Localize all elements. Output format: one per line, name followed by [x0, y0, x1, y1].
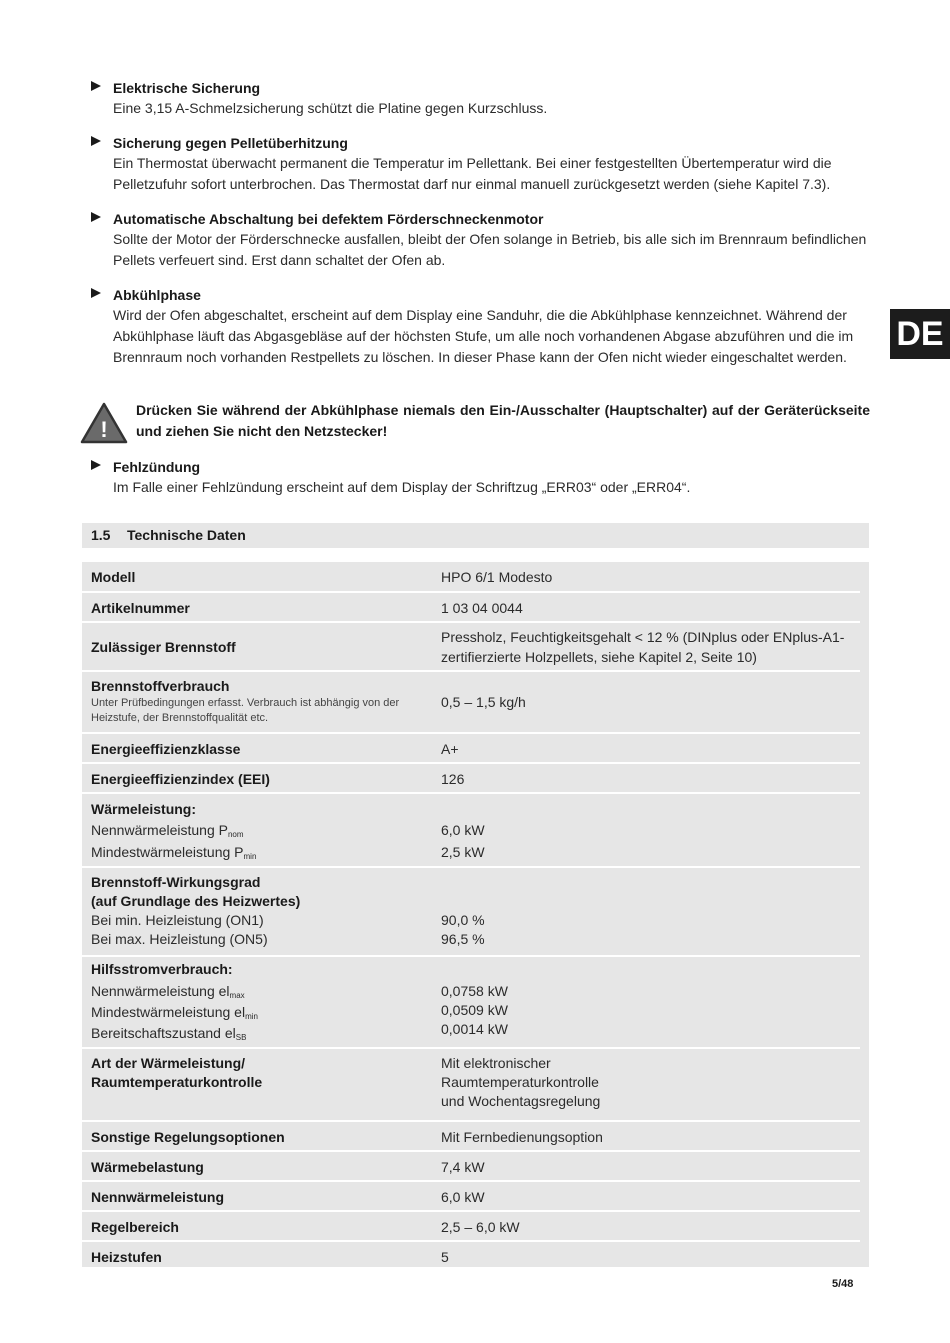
row-label: Zulässiger Brennstoff	[91, 639, 236, 655]
row-value: 1 03 04 0044	[441, 600, 523, 616]
row-label: Energieeffizienzindex (EEI)	[91, 771, 270, 787]
row-value: HPO 6/1 Modesto	[441, 569, 553, 585]
row-sublabel: Bei max. Heizleistung (ON5)	[91, 931, 268, 947]
row-value: Mit Fernbedienungsoption	[441, 1129, 603, 1145]
row-value: 6,0 kW	[441, 1189, 485, 1205]
table-row	[82, 1212, 860, 1242]
row-sublabel: Nennwärmeleistung $P_{nom}$	[91, 822, 244, 839]
bullet-title: Automatische Abschaltung bei defektem Förderschneckenmotor	[113, 211, 544, 227]
row-label: Raumtemperaturkontrolle	[91, 1074, 263, 1090]
row-value: 0,0014 kW	[441, 1021, 508, 1037]
row-label: Heizstufen	[91, 1249, 162, 1265]
row-label: Wärmebelastung	[91, 1159, 204, 1175]
table-row	[82, 1152, 860, 1182]
row-value: 0,0509 kW	[441, 1002, 508, 1018]
row-label: Wärmeleistung:	[91, 801, 197, 817]
section-number: 1.5	[91, 527, 111, 543]
row-label: Regelbereich	[91, 1219, 179, 1235]
bullet-abkuehlphase	[91, 285, 871, 368]
section-title: Technische Daten	[127, 527, 246, 543]
bullet-title: Abkühlphase	[113, 287, 201, 303]
bullet-title: Sicherung gegen Pelletüberhitzung	[113, 135, 348, 151]
table-row	[82, 1242, 860, 1267]
bullet-title: Elektrische Sicherung	[113, 80, 261, 96]
bullet-arrow-icon	[91, 212, 101, 222]
warning-text: Drücken Sie während der Abkühlphase niemals den Ein-/Ausschalter (Hauptschalter) auf der Geräterückseite und ziehen Sie nicht den Netzstecker!	[136, 402, 870, 439]
row-sublabel: Mindestwärmeleistung $P_{min}$	[91, 844, 257, 861]
row-label: Hilfsstromverbrauch:	[91, 961, 233, 977]
table-row	[82, 794, 860, 868]
table-row	[82, 623, 860, 672]
table-row	[82, 593, 860, 623]
row-value: 6,0 kW	[441, 822, 485, 838]
bullet-arrow-icon	[91, 81, 101, 91]
row-label: Artikelnummer	[91, 600, 190, 616]
bullet-abschaltung	[91, 209, 871, 271]
row-label: Brennstoff-Wirkungsgrad	[91, 874, 261, 890]
row-value: Raumtemperaturkontrolle	[441, 1074, 599, 1090]
bullet-title: Fehlzündung	[113, 459, 201, 475]
table-row	[82, 764, 860, 794]
row-value: Pressholz, Feuchtigkeitsgehalt < 12 % (DINplus oder ENplus-A1-zertifierzierte Holzpellets, siehe Kapitel 2, Seite 10)	[441, 629, 845, 665]
language-badge: DE	[890, 309, 950, 359]
row-value: A+	[441, 741, 459, 757]
row-value: 7,4 kW	[441, 1159, 485, 1175]
row-label: (auf Grundlage des Heizwertes)	[91, 893, 301, 909]
row-value: 126	[441, 771, 465, 787]
row-value: 0,5 – 1,5 kg/h	[441, 694, 526, 710]
bullet-arrow-icon	[91, 136, 101, 146]
bullet-text: Im Falle einer Fehlzündung erscheint auf dem Display der Schriftzug „ERR03“ oder „ERR04“.	[113, 479, 691, 495]
bullet-fehlzuendung	[91, 457, 871, 498]
row-value: 2,5 kW	[441, 844, 485, 860]
row-value: und Wochentagsregelung	[441, 1093, 601, 1109]
row-label: Brennstoffverbrauch	[91, 678, 230, 694]
row-label: Modell	[91, 569, 136, 585]
table-row	[82, 1049, 860, 1122]
technical-data-table	[82, 562, 869, 1267]
warning-mark: !	[100, 417, 108, 442]
bullet-text: Ein Thermostat überwacht permanent die Temperatur im Pellettank. Bei einer festgestellten Übertemperatur wird die Pelletzufuhr sofort unterbrochen. Das Thermostat darf nur einmal manuell zurückgesetzt werden (siehe Kapitel 7.3).	[113, 155, 832, 192]
table-row	[82, 562, 860, 593]
page-number: 5/48	[832, 1278, 854, 1290]
row-label: Sonstige Regelungsoptionen	[91, 1129, 285, 1145]
table-row	[82, 1122, 860, 1152]
table-row	[82, 1182, 860, 1212]
row-note: Unter Prüfbedingungen erfasst. Verbrauch ist abhängig von der Heizstufe, der Brennstoffqualität etc.	[91, 697, 400, 724]
row-label: Art der Wärmeleistung/	[91, 1055, 246, 1071]
bullet-text: Wird der Ofen abgeschaltet, erscheint auf dem Display eine Sanduhr, die die Abkühlphase kennzeichnet. Während der Abkühlphase läuft das Abgasgebläse auf der höchsten Stufe, um alle noch vorhandenen Abgase abzuführen und die im Brennraum noch vorhanden Restpellets zu löschen. In dieser Phase kann der Ofen nicht wieder eingeschaltet werden.	[113, 307, 854, 365]
row-label: Nennwärmeleistung	[91, 1189, 225, 1205]
section-heading	[82, 523, 869, 548]
bullet-pelletueberhitzung	[91, 133, 871, 195]
row-value: 0,0758 kW	[441, 983, 508, 999]
bullet-text: Sollte der Motor der Förderschnecke ausfallen, bleibt der Ofen solange in Betrieb, bis alle sich im Brennraum befindlichen Pellets verfeuert sind. Erst dann schaltet der Ofen ab.	[113, 231, 867, 268]
bullet-elektrische-sicherung	[91, 78, 871, 119]
row-value: 90,0 %	[441, 912, 485, 928]
row-sublabel: Mindestwärmeleistung $el_{min}$	[91, 1004, 258, 1021]
row-label: Energieeffizienzklasse	[91, 741, 241, 757]
row-value: 96,5 %	[441, 931, 485, 947]
warning-note	[80, 400, 870, 441]
row-value: 2,5 – 6,0 kW	[441, 1219, 520, 1235]
row-sublabel: Bereitschaftszustand $el_{SB}$	[91, 1025, 247, 1042]
table-row	[82, 868, 860, 957]
row-value: 5	[441, 1249, 449, 1265]
row-value: Mit elektronischer	[441, 1055, 551, 1071]
row-sublabel: Nennwärmeleistung $el_{max}$	[91, 983, 245, 1000]
bullet-text: Eine 3,15 A-Schmelzsicherung schützt die Platine gegen Kurzschluss.	[113, 100, 548, 116]
table-row	[82, 734, 860, 764]
bullet-arrow-icon	[91, 288, 101, 298]
table-row	[82, 957, 860, 1049]
warning-triangle-icon	[80, 402, 128, 444]
bullet-arrow-icon	[91, 460, 101, 470]
row-sublabel: Bei min. Heizleistung (ON1)	[91, 912, 264, 928]
table-row	[82, 672, 860, 734]
